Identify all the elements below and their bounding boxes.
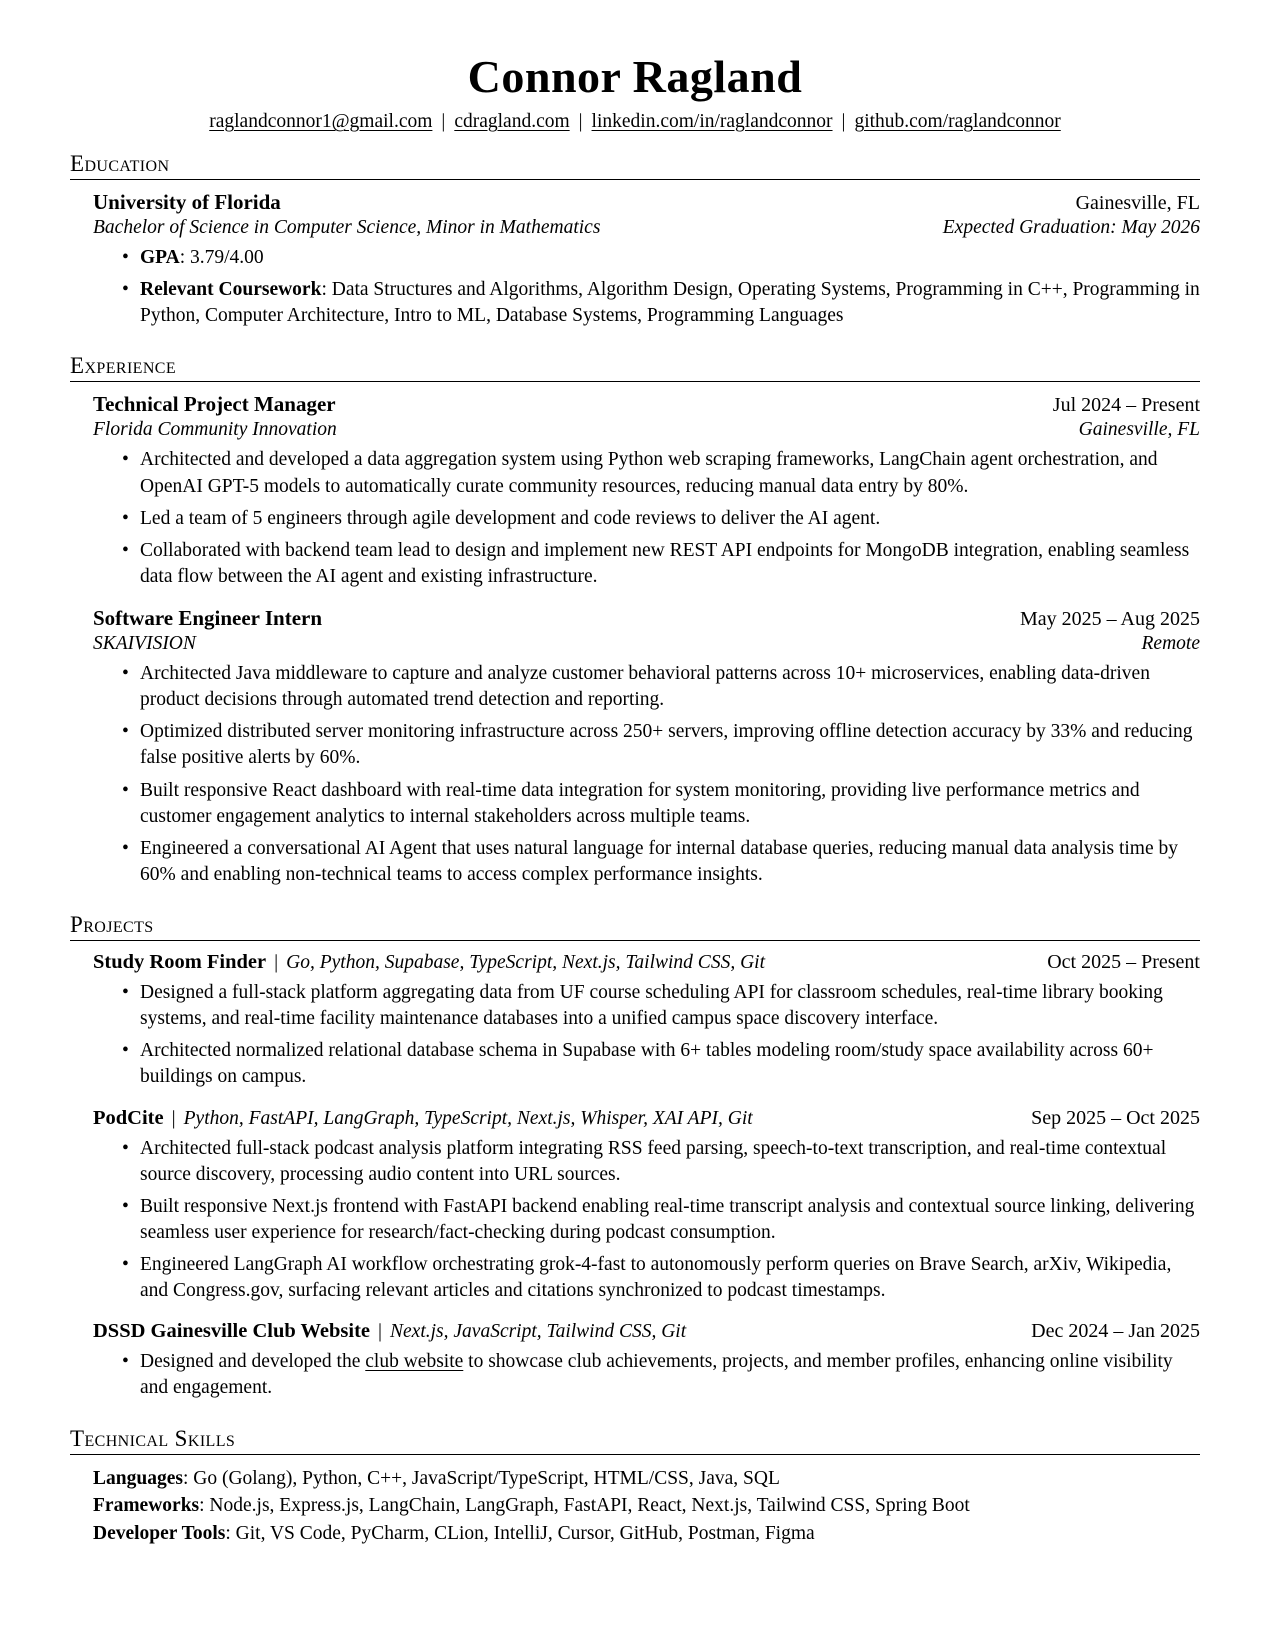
skills-label: Frameworks bbox=[93, 1495, 200, 1517]
skills-text: : Go (Golang), Python, C++, JavaScript/TypeScript, HTML/CSS, Java, SQL bbox=[182, 1467, 780, 1489]
bullet: • Engineered a conversational AI Agent that uses natural language for internal database queries, reducing manual data analysis time by 60% and enabling non-technical teams to access complex performance insights. bbox=[93, 836, 1200, 888]
school-name: University of Florida bbox=[93, 190, 281, 214]
bullet: • Optimized distributed server monitoring infrastructure across 250+ servers, improving offline detection accuracy by 33% and reducing false positive alerts by 60%. bbox=[93, 719, 1200, 771]
job-bullets bbox=[93, 447, 1200, 590]
section-title-experience: Experience bbox=[70, 353, 1200, 382]
job-entry bbox=[93, 392, 1200, 590]
job-company: Florida Community Innovation bbox=[93, 419, 337, 441]
section-title-education: Education bbox=[70, 151, 1200, 180]
project-heading bbox=[93, 951, 765, 974]
skills-label: Developer Tools bbox=[93, 1522, 226, 1544]
project-stack: Go, Python, Supabase, TypeScript, Next.js, Tailwind CSS, Git bbox=[286, 952, 765, 973]
skills-row-languages bbox=[93, 1465, 1200, 1493]
bullet: • Collaborated with backend team lead to design and implement new REST API endpoints for MongoDB integration, enabling seamless data flow between the AI agent and existing infrastructure. bbox=[93, 538, 1200, 590]
project-name: Study Room Finder bbox=[93, 951, 267, 973]
project-separator: | bbox=[171, 1106, 176, 1129]
project-heading bbox=[93, 1320, 686, 1343]
bullet-text: to showcase club achievements, projects, and member profiles, enhancing online visibility and engagement. bbox=[140, 1351, 1173, 1399]
section-experience bbox=[70, 353, 1200, 888]
bullet: • Led a team of 5 engineers through agile development and code reviews to deliver the AI agent. bbox=[93, 506, 1200, 532]
email-link[interactable]: raglandconnor1@gmail.com bbox=[209, 111, 433, 132]
project-name: PodCite bbox=[93, 1106, 164, 1129]
skills-block bbox=[93, 1465, 1200, 1548]
project-bullets bbox=[93, 1349, 1200, 1401]
project-entry bbox=[93, 951, 1200, 1091]
candidate-name: Connor Ragland bbox=[467, 51, 803, 102]
project-separator: | bbox=[274, 951, 279, 973]
bullet-coursework bbox=[93, 277, 1200, 329]
bullet: • Built responsive Next.js frontend with FastAPI backend enabling real-time transcript analysis and contextual source linking, delivering seamless user experience for research/fact-checking during podcast consumption. bbox=[93, 1194, 1200, 1246]
contact-separator: | bbox=[441, 111, 446, 132]
job-location: Remote bbox=[1141, 633, 1200, 654]
contact-line bbox=[70, 111, 1200, 133]
section-technical-skills bbox=[70, 1426, 1200, 1548]
skills-text: : Node.js, Express.js, LangChain, LangGraph, FastAPI, React, Next.js, Tailwind CSS, Spring Boot bbox=[199, 1495, 970, 1517]
project-dates: Sep 2025 – Oct 2025 bbox=[1031, 1106, 1200, 1129]
section-education bbox=[70, 151, 1200, 329]
bullet: • Built responsive React dashboard with real-time data integration for system monitoring, providing live performance metrics and customer engagement analytics to internal stakeholders across multiple teams. bbox=[93, 778, 1200, 830]
bullet-text: Designed and developed the bbox=[140, 1351, 366, 1373]
project-separator: | bbox=[378, 1320, 383, 1343]
bullet bbox=[93, 1349, 1200, 1401]
bullet: • Architected normalized relational database schema in Supabase with 6+ tables modeling room/study space availability across 60+ buildings on campus. bbox=[93, 1038, 1200, 1090]
project-bullets bbox=[93, 1136, 1200, 1305]
school-location: Gainesville, FL bbox=[1075, 192, 1200, 214]
project-stack: Python, FastAPI, LangGraph, TypeScript, Next.js, Whisper, XAI API, Git bbox=[183, 1107, 753, 1129]
bullet: • Architected and developed a data aggregation system using Python web scraping frameworks, LangChain agent orchestration, and OpenAI GPT-5 models to automatically curate community resources, reducing manual data entry by 80%. bbox=[93, 447, 1200, 499]
education-entry bbox=[93, 190, 1200, 329]
job-location: Gainesville, FL bbox=[1078, 419, 1200, 441]
personal-website-link[interactable]: cdragland.com bbox=[454, 111, 570, 132]
project-entry bbox=[93, 1320, 1200, 1401]
contact-separator: | bbox=[841, 111, 846, 132]
contact-separator: | bbox=[578, 111, 583, 132]
section-projects bbox=[70, 912, 1200, 1402]
bullet-label: Relevant Coursework bbox=[140, 279, 322, 301]
education-bullets bbox=[93, 245, 1200, 329]
degree: Bachelor of Science in Computer Science, Minor in Mathematics bbox=[93, 217, 601, 238]
skills-text: : Git, VS Code, PyCharm, CLion, IntelliJ, Cursor, GitHub, Postman, Figma bbox=[225, 1522, 815, 1544]
job-entry bbox=[93, 606, 1200, 888]
graduation-date: Expected Graduation: May 2026 bbox=[942, 217, 1200, 238]
github-link[interactable]: github.com/raglandconnor bbox=[854, 111, 1061, 132]
job-dates: May 2025 – Aug 2025 bbox=[1020, 608, 1200, 630]
project-dates: Oct 2025 – Present bbox=[1047, 951, 1200, 973]
bullet-text: : 3.79/4.00 bbox=[179, 247, 264, 268]
project-dates: Dec 2024 – Jan 2025 bbox=[1031, 1320, 1200, 1343]
bullet: • Engineered LangGraph AI workflow orchestrating grok-4-fast to autonomously perform queries on Brave Search, arXiv, Wikipedia, and Congress.gov, surfacing relevant articles and citations synchronized to podcast timestamps. bbox=[93, 1252, 1200, 1304]
project-heading bbox=[93, 1107, 753, 1130]
job-dates: Jul 2024 – Present bbox=[1052, 394, 1200, 417]
skills-row-developer-tools bbox=[93, 1520, 1200, 1548]
bullet: • Designed a full-stack platform aggregating data from UF course scheduling API for classroom schedules, real-time library booking systems, and real-time facility maintenance databases into a unified campus space discovery interface. bbox=[93, 980, 1200, 1032]
job-company: SKAIVISION bbox=[93, 633, 196, 654]
job-bullets bbox=[93, 661, 1200, 888]
skills-label: Languages bbox=[93, 1467, 183, 1489]
linkedin-link[interactable]: linkedin.com/in/raglandconnor bbox=[591, 111, 833, 132]
project-stack: Next.js, JavaScript, Tailwind CSS, Git bbox=[390, 1321, 687, 1343]
bullet-label: GPA bbox=[140, 247, 180, 268]
job-role: Technical Project Manager bbox=[93, 392, 336, 417]
club-website-link[interactable]: club website bbox=[365, 1351, 464, 1373]
project-entry bbox=[93, 1107, 1200, 1305]
bullet: • Architected full-stack podcast analysis platform integrating RSS feed parsing, speech-to-text transcription, and real-time contextual source discovery, processing audio content into URL sources. bbox=[93, 1136, 1200, 1188]
project-name: DSSD Gainesville Club Website bbox=[93, 1320, 370, 1343]
skills-row-frameworks bbox=[93, 1492, 1200, 1520]
project-bullets bbox=[93, 980, 1200, 1091]
section-title-projects: Projects bbox=[70, 912, 1200, 941]
job-role: Software Engineer Intern bbox=[93, 606, 323, 630]
bullet-text: : Data Structures and Algorithms, Algorithm Design, Operating Systems, Programming in C++, Programming in Python, Computer Architecture, Intro to ML, Database Systems, Programming Languages bbox=[140, 279, 1200, 327]
section-title-technical-skills: Technical Skills bbox=[70, 1426, 1200, 1455]
bullet: • Architected Java middleware to capture and analyze customer behavioral patterns across 10+ microservices, enabling data-driven product decisions through automated trend detection and reporting. bbox=[93, 661, 1200, 713]
bullet-gpa bbox=[93, 245, 1200, 271]
